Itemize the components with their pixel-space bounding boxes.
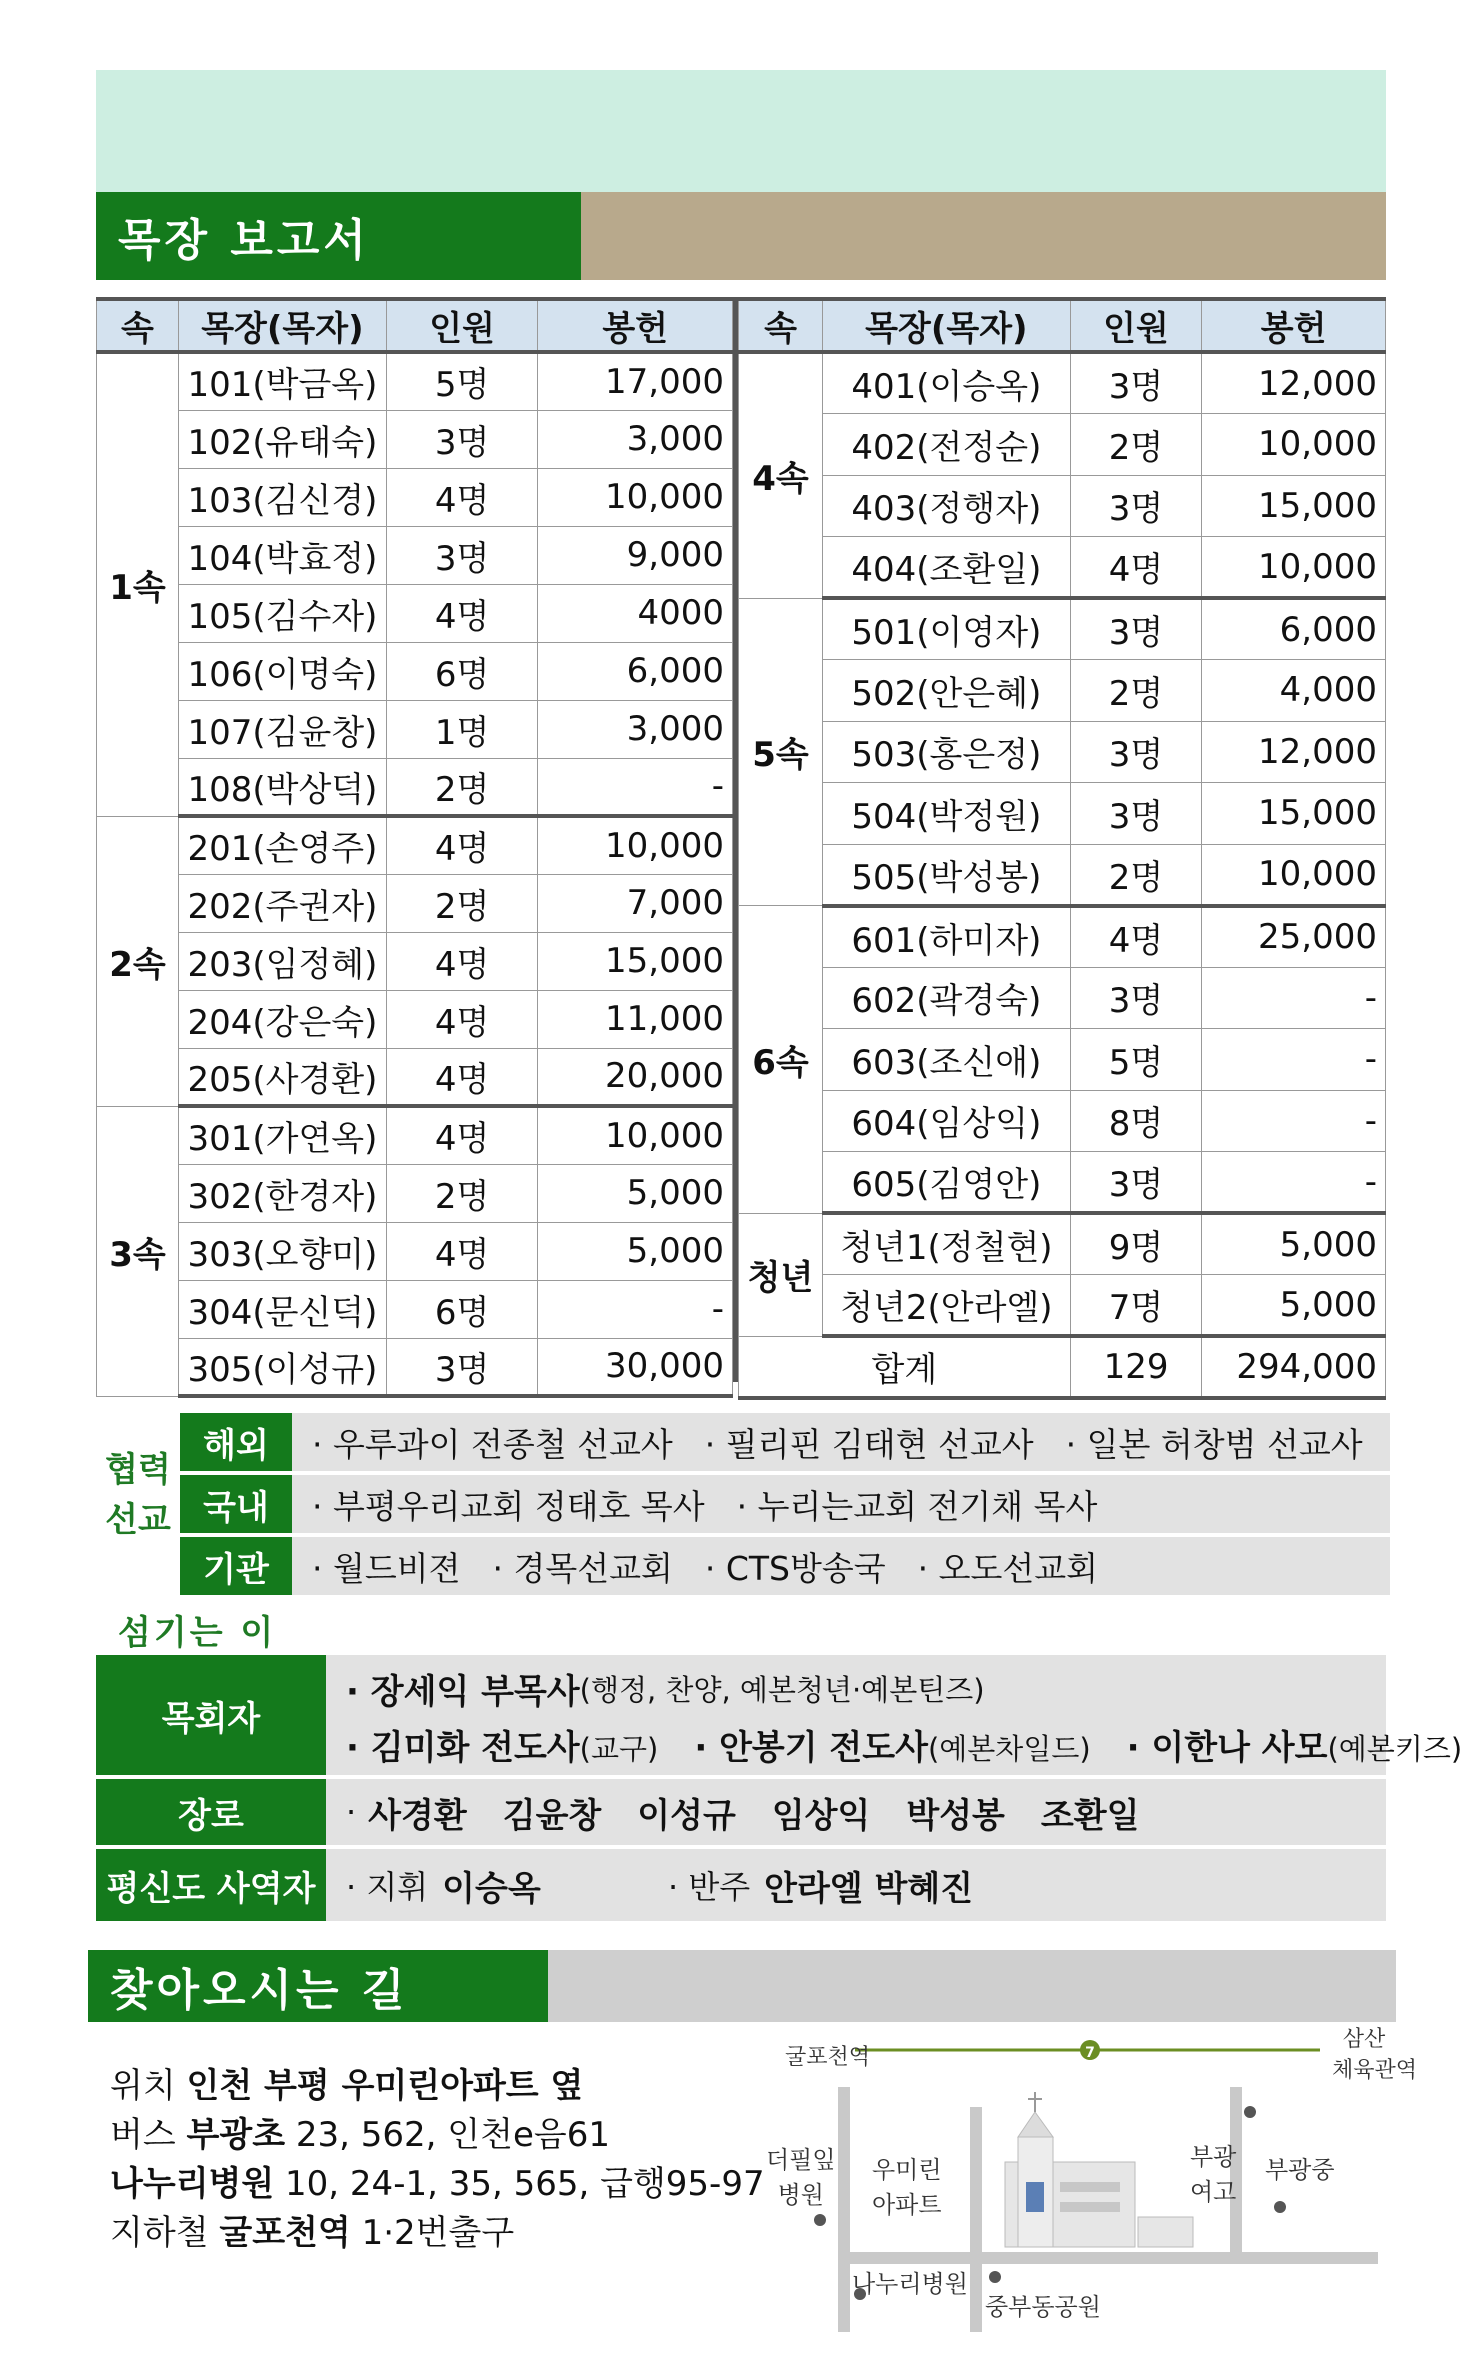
map-bugwang-girls	[1190, 2137, 1236, 2207]
marker-park	[989, 2271, 1001, 2283]
cell-offering: 5,000	[1202, 1213, 1386, 1275]
cell-count: 4명	[386, 932, 537, 990]
elders-line	[346, 1779, 1139, 1845]
cell-offering: 10,000	[1202, 414, 1386, 476]
pastor-note: (예본차일드)	[927, 1731, 1091, 1766]
map-deoplip-1: 더필잎	[766, 2146, 836, 2174]
table-row	[97, 874, 733, 932]
cell-offering: 9,000	[538, 526, 733, 584]
mission-item: · 일본 허창범 선교사	[1065, 1424, 1363, 1464]
pastor-note: (예본키즈)	[1327, 1731, 1463, 1766]
table-row	[739, 1090, 1386, 1152]
report-title: 목장 보고서	[96, 192, 581, 280]
cell-count: 4명	[386, 1222, 537, 1280]
header-right-0: 속	[739, 299, 823, 352]
table-row	[97, 1164, 733, 1222]
marker-deoplip	[814, 2214, 826, 2226]
elders-bullet: ·	[346, 1793, 357, 1831]
group-name: 3속	[97, 1106, 179, 1396]
cell-count: 3명	[386, 1338, 537, 1396]
table-row	[97, 758, 733, 816]
pastor-name: · 장세익 부목사	[346, 1671, 580, 1712]
marker-bugwang-girls	[1244, 2106, 1256, 2118]
cell-count: 5명	[1070, 1029, 1201, 1091]
cell-offering: -	[1202, 1152, 1386, 1214]
group-name: 1속	[97, 352, 179, 816]
cell-count: 2명	[386, 758, 537, 816]
header-left-1: 목장(목자)	[178, 299, 386, 352]
cell-group-leader: 502(안은혜)	[822, 660, 1070, 722]
staff-cat-lay: 평신도 사역자	[96, 1849, 326, 1921]
cell-offering: 25,000	[1202, 906, 1386, 968]
mission-label-line2: 선교	[105, 1500, 171, 1540]
table-row	[97, 932, 733, 990]
cell-offering: 20,000	[538, 1048, 733, 1106]
staff-row-pastors	[96, 1655, 1463, 1775]
cell-group-leader: 103(김신경)	[178, 468, 386, 526]
map-park: 중부동공원	[985, 2293, 1101, 2321]
directions-title: 찾아오시는 길	[88, 1950, 548, 2022]
table-row	[739, 475, 1386, 537]
lay-role: · 반주	[668, 1868, 751, 1906]
road-left	[838, 2087, 850, 2332]
mission-item: · CTS방송국	[704, 1548, 886, 1588]
staff-cat-elders: 장로	[96, 1779, 326, 1845]
cell-group-leader: 601(하미자)	[822, 906, 1070, 968]
total-amount: 294,000	[1202, 1336, 1386, 1398]
header-right-2: 인원	[1070, 299, 1201, 352]
table-row	[739, 537, 1386, 599]
cell-offering: 6,000	[538, 642, 733, 700]
cell-count: 4명	[386, 816, 537, 874]
mission-item: · 누리는교회 전기채 목사	[736, 1486, 1098, 1526]
cell-count: 3명	[1070, 475, 1201, 537]
group-name: 2속	[97, 816, 179, 1106]
table-row	[97, 1048, 733, 1106]
mission-category: 국내	[180, 1475, 292, 1533]
dir-value: 나누리병원	[110, 2164, 275, 2204]
cell-group-leader: 202(주권자)	[178, 874, 386, 932]
cell-offering: 17,000	[538, 352, 733, 410]
cell-group-leader: 203(임정혜)	[178, 932, 386, 990]
map-station-right-1: 삼산	[1342, 2027, 1386, 2052]
cell-count: 9명	[1070, 1213, 1201, 1275]
cell-group-leader: 205(사경환)	[178, 1048, 386, 1106]
lay-names: 안라엘 박혜진	[764, 1868, 974, 1909]
map-apartment	[872, 2150, 942, 2220]
table-row	[97, 352, 733, 410]
cell-group-leader: 청년1(정철현)	[822, 1213, 1070, 1275]
table-row	[739, 906, 1386, 968]
dir-value: 인천 부평 우미린아파트 옆	[186, 2066, 584, 2106]
cell-offering: 10,000	[538, 1106, 733, 1164]
group-name: 6속	[739, 906, 823, 1214]
table-row	[739, 1275, 1386, 1337]
table-row	[739, 598, 1386, 660]
dir-extra: 23, 562, 인천e음61	[295, 2115, 610, 2155]
mission-category: 해외	[180, 1413, 292, 1471]
table-row	[97, 526, 733, 584]
mission-item: · 필리핀 김태현 선교사	[704, 1424, 1034, 1464]
cell-offering: 4,000	[1202, 660, 1386, 722]
map-deoplip	[766, 2140, 836, 2210]
dir-extra: 1·2번출구	[361, 2213, 515, 2253]
cell-offering: 7,000	[538, 874, 733, 932]
pastor-name: · 안봉기 전도사	[694, 1727, 928, 1768]
cell-group-leader: 303(오향미)	[178, 1222, 386, 1280]
cell-group-leader: 108(박상덕)	[178, 758, 386, 816]
table-row	[97, 700, 733, 758]
pastor-line-2	[346, 1719, 1462, 1769]
header-right-3: 봉헌	[1202, 299, 1386, 352]
table-row	[739, 414, 1386, 476]
church-icon	[1005, 2092, 1193, 2247]
table-row	[97, 468, 733, 526]
cell-count: 2명	[1070, 844, 1201, 906]
cell-group-leader: 401(이승옥)	[822, 352, 1070, 414]
dir-value: 부광초	[186, 2115, 286, 2155]
road-mid	[970, 2107, 982, 2332]
cell-offering: 11,000	[538, 990, 733, 1048]
cell-group-leader: 503(홍은정)	[822, 721, 1070, 783]
table-row	[97, 990, 733, 1048]
mission-row	[180, 1475, 1390, 1533]
cell-count: 5명	[386, 352, 537, 410]
table-row	[739, 1152, 1386, 1214]
cell-count: 2명	[386, 1164, 537, 1222]
cell-offering: -	[1202, 1029, 1386, 1091]
header-left-3: 봉헌	[538, 299, 733, 352]
table-row	[739, 1213, 1386, 1275]
cell-group-leader: 청년2(안라엘)	[822, 1275, 1070, 1337]
pastor-note: (교구)	[579, 1731, 659, 1766]
direction-location	[110, 2058, 583, 2107]
cell-count: 3명	[1070, 721, 1201, 783]
dir-value: 굴포천역	[219, 2213, 351, 2253]
cell-count: 8명	[1070, 1090, 1201, 1152]
cell-offering: 3,000	[538, 410, 733, 468]
table-row	[97, 1106, 733, 1164]
cell-offering: 15,000	[1202, 475, 1386, 537]
cell-group-leader: 301(가연옥)	[178, 1106, 386, 1164]
map-deoplip-2: 병원	[777, 2181, 824, 2209]
report-table-left	[96, 297, 733, 1398]
map-station-right-2: 체육관역	[1332, 2058, 1418, 2083]
cell-group-leader: 104(박효정)	[178, 526, 386, 584]
table-row	[97, 410, 733, 468]
cell-offering: 5,000	[538, 1164, 733, 1222]
cell-count: 3명	[1070, 967, 1201, 1029]
mission-item: · 부평우리교회 정태호 목사	[312, 1486, 705, 1526]
top-banner	[96, 70, 1386, 192]
cell-count: 2명	[1070, 660, 1201, 722]
direction-bus	[110, 2107, 610, 2156]
dir-label: 지하철	[110, 2213, 209, 2253]
staff-cat-pastors: 목회자	[96, 1655, 326, 1775]
map-apt-2: 아파트	[872, 2191, 942, 2219]
cell-group-leader: 604(임상익)	[822, 1090, 1070, 1152]
header-right-1: 목장(목자)	[822, 299, 1070, 352]
cell-count: 4명	[386, 1048, 537, 1106]
elder-name: 임상익	[771, 1795, 871, 1836]
mission-items	[312, 1413, 1363, 1471]
location-map	[760, 2022, 1418, 2342]
cell-count: 4명	[386, 584, 537, 642]
cell-group-leader: 302(한경자)	[178, 1164, 386, 1222]
cell-count: 3명	[1070, 783, 1201, 845]
map-bugwang-girls-2: 여고	[1190, 2178, 1237, 2206]
cell-count: 3명	[386, 410, 537, 468]
cell-count: 2명	[386, 874, 537, 932]
mission-item: · 오도선교회	[917, 1548, 1099, 1588]
report-table-right	[738, 297, 1386, 1400]
mission-items	[312, 1475, 1097, 1533]
elder-name: 김윤창	[502, 1795, 602, 1836]
cell-offering: -	[1202, 967, 1386, 1029]
map-station-right	[1332, 2022, 1418, 2084]
dir-label: 위치	[110, 2066, 176, 2106]
cell-group-leader: 102(유태숙)	[178, 410, 386, 468]
cell-group-leader: 404(조환일)	[822, 537, 1070, 599]
cell-offering: 12,000	[1202, 352, 1386, 414]
dir-extra: 10, 24-1, 35, 565, 급행95-97	[285, 2164, 765, 2204]
cell-offering: 15,000	[538, 932, 733, 990]
table-row	[739, 721, 1386, 783]
directions-title-fill	[548, 1950, 1396, 2022]
cell-offering: -	[538, 1280, 733, 1338]
mission-row	[180, 1413, 1390, 1471]
mission-item: · 경목선교회	[492, 1548, 673, 1588]
table-row	[97, 642, 733, 700]
cell-count: 3명	[1070, 352, 1201, 414]
cell-count: 3명	[386, 526, 537, 584]
table-row	[97, 1338, 733, 1396]
cell-count: 3명	[1070, 598, 1201, 660]
elder-name: 조환일	[1040, 1795, 1140, 1836]
cell-offering: 10,000	[1202, 537, 1386, 599]
cell-offering: 30,000	[538, 1338, 733, 1396]
cell-offering: 10,000	[1202, 844, 1386, 906]
lay-accompanist	[668, 1849, 973, 1921]
table-row	[739, 660, 1386, 722]
group-name: 5속	[739, 598, 823, 906]
mission-label	[96, 1445, 180, 1545]
cell-offering: 5,000	[538, 1222, 733, 1280]
pastor-name: · 김미화 전도사	[346, 1727, 580, 1768]
cell-offering: -	[538, 758, 733, 816]
table-row	[97, 816, 733, 874]
elder-name: 사경환	[368, 1795, 467, 1836]
lay-role: · 지휘	[346, 1868, 429, 1906]
table-row	[97, 1280, 733, 1338]
cell-offering: 5,000	[1202, 1275, 1386, 1337]
cell-count: 4명	[1070, 537, 1201, 599]
direction-bus-2	[110, 2156, 765, 2205]
mission-label-line1: 협력	[105, 1450, 171, 1490]
mission-item: · 우루과이 전종철 선교사	[312, 1424, 673, 1464]
table-row	[739, 967, 1386, 1029]
cell-group-leader: 204(강은숙)	[178, 990, 386, 1048]
cell-group-leader: 403(정행자)	[822, 475, 1070, 537]
staff-row-elders	[96, 1779, 1386, 1845]
cell-offering: 6,000	[1202, 598, 1386, 660]
subway-line-number: 7	[1085, 2045, 1095, 2061]
header-left-0: 속	[97, 299, 179, 352]
cell-count: 6명	[386, 1280, 537, 1338]
pastor-name: · 이한나 사모	[1126, 1727, 1328, 1768]
cell-group-leader: 603(조신애)	[822, 1029, 1070, 1091]
header-left-2: 인원	[386, 299, 537, 352]
cell-offering: 10,000	[538, 468, 733, 526]
cell-count: 6명	[386, 642, 537, 700]
map-bugwang-girls-1: 부광	[1190, 2143, 1237, 2171]
map-bugwang-middle: 부광중	[1265, 2156, 1335, 2184]
pastor-line-1	[346, 1663, 985, 1713]
staff-title: 섬기는 이	[118, 1613, 277, 1653]
cell-offering: 10,000	[538, 816, 733, 874]
cell-group-leader: 505(박성봉)	[822, 844, 1070, 906]
lay-conductor	[346, 1849, 541, 1921]
cell-group-leader: 402(전정순)	[822, 414, 1070, 476]
mission-item: · 월드비젼	[312, 1548, 461, 1588]
cell-offering: 15,000	[1202, 783, 1386, 845]
elder-name: 박성봉	[906, 1795, 1005, 1836]
mission-category: 기관	[180, 1537, 292, 1595]
table-row	[739, 1029, 1386, 1091]
table-row	[97, 1222, 733, 1280]
road-bottom	[838, 2252, 1378, 2264]
cell-group-leader: 105(김수자)	[178, 584, 386, 642]
group-name: 4속	[739, 352, 823, 598]
cell-group-leader: 101(박금옥)	[178, 352, 386, 410]
cell-count: 4명	[386, 990, 537, 1048]
map-nanuri: 나누리병원	[852, 2270, 968, 2298]
cell-offering: 3,000	[538, 700, 733, 758]
mission-row	[180, 1537, 1390, 1595]
cell-group-leader: 602(곽경숙)	[822, 967, 1070, 1029]
lay-names: 이승옥	[442, 1868, 541, 1909]
cell-group-leader: 605(김영안)	[822, 1152, 1070, 1214]
cell-group-leader: 201(손영주)	[178, 816, 386, 874]
cell-group-leader: 501(이영자)	[822, 598, 1070, 660]
cell-count: 1명	[386, 700, 537, 758]
cell-offering: -	[1202, 1090, 1386, 1152]
cell-count: 7명	[1070, 1275, 1201, 1337]
table-row	[97, 584, 733, 642]
cell-group-leader: 504(박정원)	[822, 783, 1070, 845]
cell-count: 4명	[386, 1106, 537, 1164]
elder-name: 이성규	[637, 1795, 736, 1836]
dir-label: 버스	[110, 2115, 176, 2155]
cell-group-leader: 106(이명숙)	[178, 642, 386, 700]
map-apt-1: 우미린	[872, 2156, 942, 2184]
total-label: 합계	[739, 1336, 1071, 1398]
cell-count: 4명	[386, 468, 537, 526]
cell-offering: 4000	[538, 584, 733, 642]
report-title-fill	[581, 192, 1386, 280]
map-station-left: 굴포천역	[785, 2045, 871, 2070]
direction-subway	[110, 2205, 514, 2254]
staff-row-lay	[96, 1849, 1386, 1921]
cell-group-leader: 304(문신덕)	[178, 1280, 386, 1338]
table-row	[739, 352, 1386, 414]
group-name: 청년	[739, 1213, 823, 1336]
total-count: 129	[1070, 1336, 1201, 1398]
cell-group-leader: 305(이성규)	[178, 1338, 386, 1396]
table-row	[739, 844, 1386, 906]
pastor-note: (행정, 찬양, 예본청년·예본틴즈)	[579, 1672, 985, 1707]
cell-count: 4명	[1070, 906, 1201, 968]
cell-group-leader: 107(김윤창)	[178, 700, 386, 758]
cell-offering: 12,000	[1202, 721, 1386, 783]
table-row	[739, 783, 1386, 845]
cell-count: 2명	[1070, 414, 1201, 476]
marker-bugwang-middle	[1274, 2201, 1286, 2213]
cell-count: 3명	[1070, 1152, 1201, 1214]
total-row	[739, 1336, 1386, 1398]
mission-items	[312, 1537, 1098, 1595]
